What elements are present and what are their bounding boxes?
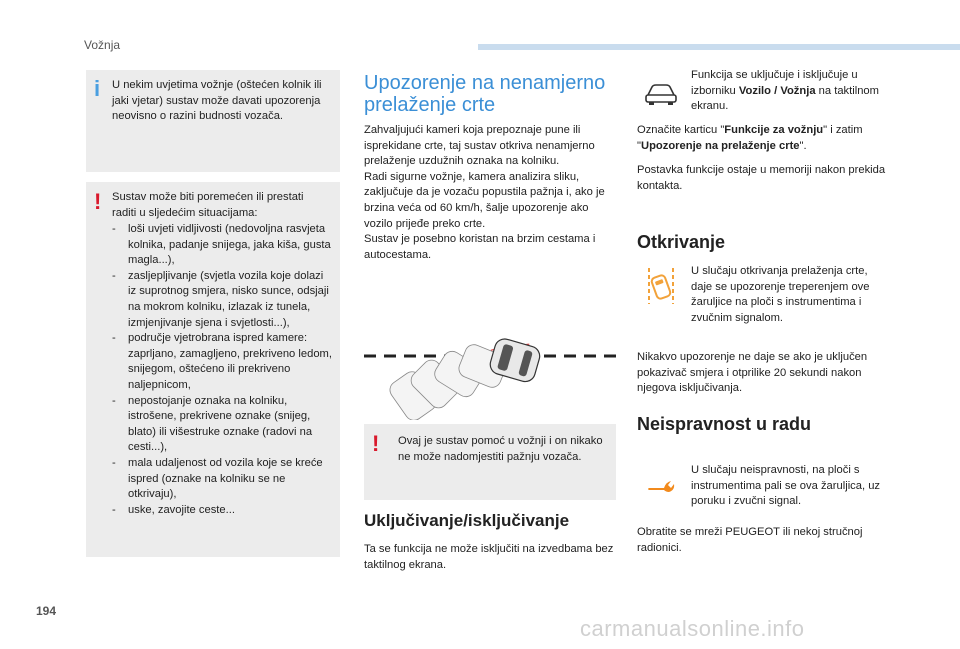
- list-item: - uske, zavojite ceste...: [112, 503, 235, 516]
- fault-heading: Neispravnost u radu: [637, 414, 812, 434]
- menu-instruction-post: na taktilnom ekranu.: [691, 84, 879, 113]
- paragraph-1: Zahvaljujući kameri koja prepoznaje pune ili isprekidane crte, taj sustav otkriva nenamjerno prelaženje uzdužnih oznaka na kolniku.: [364, 124, 595, 168]
- memory-note: Postavka funkcije ostaje u memoriji nakon prekida kontakta.: [637, 164, 886, 192]
- detect-icon-text: U slučaju otkrivanja prelaženja crte, daje se upozorenje treperenjem ove žaruljice na ploči s instrumentima i zvučnim signalom.: [691, 265, 870, 324]
- lane-warning-lamp-icon: [645, 266, 677, 306]
- fault-icon-text: U slučaju neispravnosti, na ploči s instrumentima pali se ova žaruljica, uz poruku i zvučni signal.: [691, 464, 881, 508]
- car-ghost-trail: [386, 342, 509, 420]
- info-icon: i: [94, 76, 101, 101]
- paragraph-2: Radi sigurne vožnje, kamera analizira sliku, zaključuje da je vozaču popustila pažnja i, ako je brzina veća od 60 km/h, šalje upozorenje ako vozilo prijeđe preko crte.: [364, 170, 605, 230]
- list-item: - područje vjetrobrana ispred kamere: zaprljano, zamagljeno, prekriveno ledom, snijegom, oštećeno ili prekriveno naljepnicom,: [112, 332, 332, 391]
- menu-instruction-pre: Funkcija se uključuje i isključuje u izborniku: [691, 69, 858, 97]
- detect-note: Nikakvo upozorenje ne daje se ako je uključen pokazivač smjera i otprilike 20 sekundi nakon njegova isključivanja.: [637, 351, 868, 395]
- onoff-text: Ta se funkcija ne može isključiti na izvedbama bez taktilnog ekrana.: [364, 543, 614, 571]
- menu-path: Vozilo / Vožnja: [738, 84, 816, 97]
- menu-instruction: [691, 68, 887, 115]
- warning-box-conditions: [86, 182, 340, 557]
- car-icon: [644, 82, 678, 106]
- info-note-text: U nekim uvjetima vožnje (oštećen kolnik ili jaki vjetar) sustav može davati upozorenja neovisno o razini budnosti vozača.: [112, 79, 322, 123]
- paragraph-3: Sustav je posebno koristan na brzim cestama i autocestama.: [364, 233, 596, 261]
- title-line-2: prelaženje crte: [364, 94, 496, 116]
- warning-box-assist: [364, 424, 616, 500]
- title-line-1: Upozorenje na nenamjerno: [364, 72, 606, 94]
- warning-icon: !: [372, 431, 380, 456]
- lane-departure-illustration: [362, 330, 618, 420]
- page-number: 194: [36, 604, 57, 618]
- list-item: - loši uvjeti vidljivosti (nedovoljna rasvjeta kolnika, padanje snijega, jaka kiša, gusta magla...),: [112, 223, 331, 267]
- warning-icon: !: [94, 189, 102, 214]
- warning-list: [112, 222, 334, 518]
- list-item: - zasljepljivanje (svjetla vozila koje dolazi iz suprotnog smjera, nisko sunce, odsjaji na mokrom kolniku, izlazak iz tunela, izmjenjivanje sjena i svjetlosti...),: [112, 269, 329, 329]
- warning-assist-text: Ovaj je sustav pomoć u vožnji i on nikako ne može nadomjestiti pažnju vozača.: [398, 435, 603, 463]
- info-note-box: [86, 70, 340, 172]
- page-title: [364, 72, 624, 116]
- intro-paragraph: [364, 123, 620, 263]
- onoff-heading: Uključivanje/isključivanje: [364, 511, 570, 530]
- option-name: Upozorenje na prelaženje crte: [640, 139, 800, 152]
- warning-intro: Sustav može biti poremećen ili prestati raditi u sljedećim situacijama:: [112, 191, 304, 219]
- detect-heading: Otkrivanje: [637, 232, 726, 252]
- list-item: - mala udaljenost od vozila koje se kreće ispred (oznake na kolniku se ne otkrivaju),: [112, 456, 323, 501]
- tab-name: Funkcije za vožnju: [724, 124, 824, 136]
- tab-selection-instruction: Označite karticu "Funkcije za vožnju" i zatim "Upozorenje na prelaženje crte".: [637, 124, 863, 152]
- section-label: Vožnja: [84, 38, 121, 52]
- wrench-icon: [646, 474, 676, 496]
- watermark: carmanualsonline.info: [580, 616, 805, 641]
- fault-note: Obratite se mreži PEUGEOT ili nekoj stručnoj radionici.: [637, 526, 863, 554]
- header-bar: [478, 44, 960, 50]
- list-item: - nepostojanje oznaka na kolniku, istrošene, prekrivene oznake (snijeg, blato) ili višestruke oznake (radovi na cesti...),: [112, 394, 313, 454]
